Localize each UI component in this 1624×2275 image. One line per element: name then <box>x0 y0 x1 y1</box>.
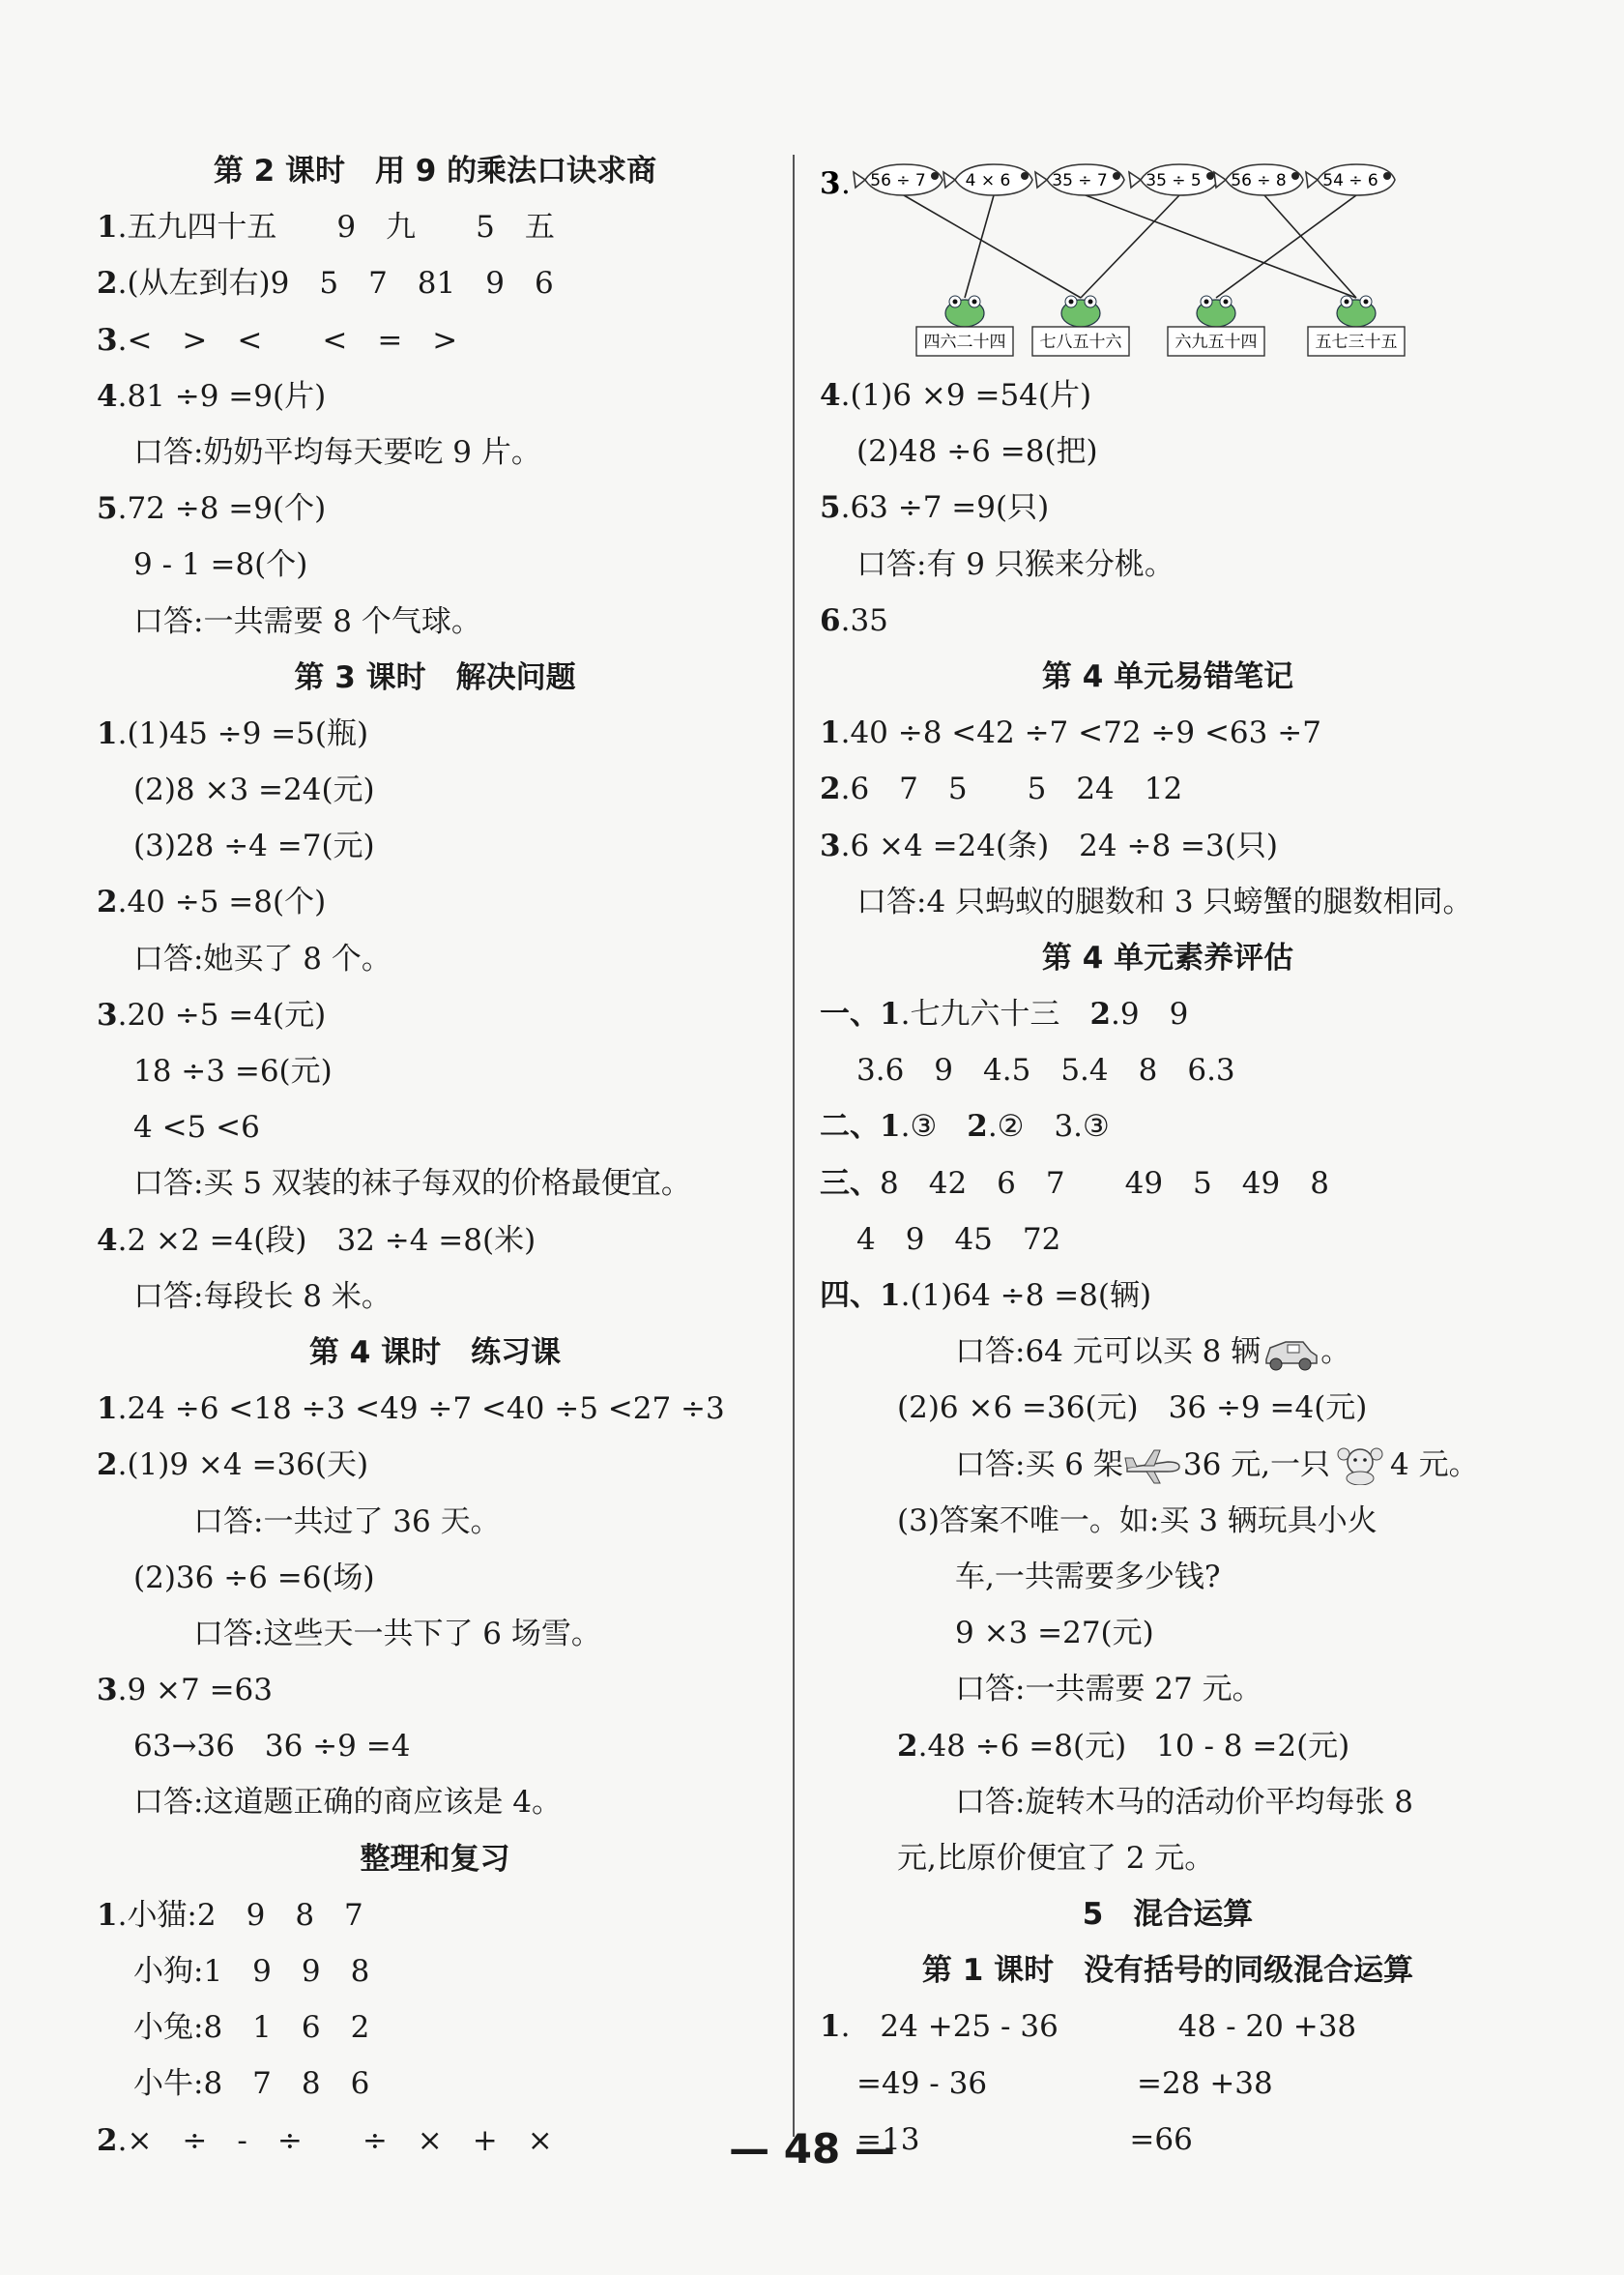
line-text: 口答:她买了 8 个。 <box>133 941 392 977</box>
answer-line: 二、1.③ 2.② 3.③ <box>820 1109 1110 1145</box>
answer-line: 5.72 ÷8 =9(个) <box>97 491 327 527</box>
item-number: 1 <box>820 2009 841 2045</box>
item-number: 2 <box>820 772 841 807</box>
item-number: 1 <box>97 1391 118 1427</box>
line-text: (2)36 ÷6 =6(场) <box>133 1560 375 1595</box>
line-text: 72 ÷8 =9(个) <box>127 491 327 527</box>
multiplication-rhyme: 四六二十四 <box>923 333 1006 352</box>
connector-line <box>965 195 994 298</box>
section-heading: 第 4 课时 练习课 <box>308 1334 562 1370</box>
section-heading: 第 4 单元易错笔记 <box>1041 658 1294 694</box>
item-number: 4 <box>820 378 841 413</box>
answer-line: 2.48 ÷6 =8(元) 10 - 8 =2(元) <box>897 1728 1350 1764</box>
line-text: (2)48 ÷6 =8(把) <box>856 434 1098 470</box>
fish-eye <box>1206 172 1214 180</box>
answer-line <box>97 1494 773 1550</box>
answer-line: 1.24 ÷6 <18 ÷3 <49 ÷7 <40 ÷5 <27 ÷3 <box>97 1391 725 1427</box>
answer-line: 2.(从左到右)9 5 7 81 9 6 <box>97 266 554 302</box>
multiplication-rhyme: 五七三十五 <box>1315 333 1398 352</box>
frog-pupil <box>953 300 958 305</box>
bubble-expression: 54 ÷ 6 <box>1322 171 1378 190</box>
fish-eye <box>1291 172 1299 180</box>
item-number: 2 <box>967 1109 988 1145</box>
line-text: 9 ×7 =63 <box>127 1673 273 1708</box>
answer-line <box>97 2056 773 2112</box>
item-number: 2 <box>897 1728 918 1764</box>
line-text: 6 ×4 =24(条) 24 ÷8 =3(只) <box>850 828 1278 863</box>
line-text: 36 元,一只 <box>1182 1446 1331 1482</box>
line-text: 4 <5 <6 <box>133 1110 260 1146</box>
line-text: 五九四十五 9 九 5 五 <box>127 210 555 246</box>
section-prefix: 三、 <box>820 1165 880 1201</box>
connector-line <box>1081 195 1179 298</box>
answer-line <box>97 1718 773 1774</box>
page-number: — 48 — <box>729 2125 895 2173</box>
answer-line <box>820 1661 1516 1717</box>
line-text: (1)45 ÷9 =5(瓶) <box>127 715 369 751</box>
line-text: × ÷ - ÷ ÷ × + × <box>127 2122 553 2158</box>
fish-bubble <box>854 164 942 195</box>
line-text: (1)64 ÷8 =8(辆) <box>910 1278 1152 1313</box>
line-text: (1)9 ×4 =36(天) <box>127 1447 369 1483</box>
frog-label <box>1168 296 1264 356</box>
column-divider <box>793 155 795 2137</box>
line-text: 24 +25 - 36 48 - 20 +38 <box>850 2009 1357 2045</box>
answer-line: 3.9 ×7 =63 <box>97 1673 273 1708</box>
frog-pupil <box>1204 300 1209 305</box>
toy-plane-icon <box>1123 1446 1183 1485</box>
left-column <box>97 143 773 2169</box>
line-text: 口答:一共过了 36 天。 <box>193 1503 501 1539</box>
answer-line: 2.× ÷ - ÷ ÷ × + × <box>97 2122 553 2158</box>
fish-bubble <box>1214 164 1303 195</box>
item-number: 5 <box>97 491 118 527</box>
answer-line: 1.(1)45 ÷9 =5(瓶) <box>97 715 369 751</box>
right-text-lines <box>820 367 1516 2168</box>
bubble-expression: 4 × 6 <box>965 171 1011 190</box>
answer-line: 4.(1)6 ×9 =54(片) <box>820 378 1092 413</box>
answer-line: 1.40 ÷8 <42 ÷7 <72 ÷9 <63 ÷7 <box>820 715 1321 751</box>
item-number: 1 <box>880 1278 901 1313</box>
line-text: 口答:这些天一共下了 6 场雪。 <box>193 1616 601 1651</box>
item-number: 4 <box>97 378 118 414</box>
item-number: 1 <box>97 715 118 751</box>
connector-line <box>1264 195 1356 298</box>
line-text: 40 ÷8 <42 ÷7 <72 ÷9 <63 ÷7 <box>850 715 1321 751</box>
section-prefix: 二、 <box>820 1109 880 1145</box>
line-text: 63→36 36 ÷9 =4 <box>133 1729 411 1765</box>
answer-line <box>97 424 773 481</box>
answer-line <box>97 1550 773 1606</box>
answer-line: 2.40 ÷5 =8(个) <box>97 885 327 920</box>
fish-bubble <box>1129 164 1218 195</box>
answer-line <box>820 2056 1516 2112</box>
item-number: 1 <box>97 210 118 246</box>
answer-line <box>820 1211 1516 1268</box>
line-text: 9 - 1 =8(个) <box>133 547 308 583</box>
line-text: 口答:买 5 双装的袜子每双的价格最便宜。 <box>133 1166 691 1202</box>
line-text: =13 =66 <box>856 2121 1193 2157</box>
line-text: 4 9 45 72 <box>856 1221 1061 1257</box>
fish-bubbles <box>854 164 1395 195</box>
line-text: 口答:奶奶平均每天要吃 9 片。 <box>133 434 541 470</box>
line-text: 小猫:2 9 8 7 <box>127 1897 363 1933</box>
frog-label <box>916 296 1013 356</box>
answer-line: 3.6 ×4 =24(条) 24 ÷8 =3(只) <box>820 828 1278 863</box>
answer-line <box>820 1774 1516 1830</box>
frog-label <box>1032 296 1129 356</box>
frog-label <box>1308 296 1405 356</box>
answer-line: 4.2 ×2 =4(段) 32 ÷4 =8(米) <box>97 1222 536 1258</box>
section-heading: 第 2 课时 用 9 的乘法口诀求商 <box>213 154 657 189</box>
line-text: 40 ÷5 =8(个) <box>127 885 327 920</box>
line-text: 9 ×3 =27(元) <box>955 1616 1154 1651</box>
answer-line <box>820 1042 1516 1098</box>
answer-line <box>97 1099 773 1155</box>
answer-line: 一、1.七九六十三 2.9 9 <box>820 997 1189 1033</box>
fish-eye <box>1113 172 1120 180</box>
answer-line <box>97 762 773 818</box>
line-text: 元,比原价便宜了 2 元。 <box>897 1840 1215 1876</box>
line-text: (3)答案不唯一。如:买 3 辆玩具小火 <box>897 1502 1378 1538</box>
connector-lines <box>904 195 1356 298</box>
item-number: 1 <box>880 997 901 1033</box>
section-heading: 整理和复习 <box>360 1841 510 1877</box>
section-prefix: 一、 <box>820 997 880 1033</box>
section-heading: 第 3 课时 解决问题 <box>294 659 576 695</box>
line-text: ② 3.③ <box>997 1109 1110 1145</box>
answer-line <box>97 818 773 874</box>
line-text: (从左到右)9 5 7 81 9 6 <box>127 266 554 302</box>
item-number: 6 <box>820 602 841 638</box>
line-text: 口答:这道题正确的商应该是 4。 <box>133 1785 563 1821</box>
answer-line <box>820 1437 1516 1493</box>
bubble-expression: 35 ÷ 5 <box>1146 171 1202 190</box>
line-text: (2)6 ×6 =36(元) 36 ÷9 =4(元) <box>897 1390 1368 1426</box>
section-heading: 第 1 课时 没有括号的同级混合运算 <box>921 1953 1414 1989</box>
answer-line: 1.小猫:2 9 8 7 <box>97 1897 363 1933</box>
answer-line <box>97 931 773 987</box>
line-text: 口答:一共需要 8 个气球。 <box>133 603 481 639</box>
item-number: 4 <box>97 1222 118 1258</box>
section-heading: 5 混合运算 <box>1082 1897 1254 1933</box>
right-column <box>820 143 1516 2168</box>
answer-line <box>820 537 1516 593</box>
line-text: (3)28 ÷4 =7(元) <box>133 829 375 864</box>
answer-line <box>820 423 1516 480</box>
answer-line <box>820 1155 1516 1211</box>
line-text: 63 ÷7 =9(只) <box>850 490 1050 526</box>
answer-line: 3.< > < < = > <box>97 322 458 358</box>
line-text: 8 42 6 7 49 5 49 8 <box>880 1165 1329 1201</box>
line-text: 口答:旋转木马的活动价平均每张 8 <box>955 1784 1414 1820</box>
line-text: (1)6 ×9 =54(片) <box>850 378 1092 413</box>
answer-line <box>820 1605 1516 1661</box>
line-text: 3.6 9 4.5 5.4 8 6.3 <box>856 1053 1235 1089</box>
answer-line <box>97 1606 773 1662</box>
answer-line <box>820 1830 1516 1886</box>
bubble-expression: 56 ÷ 8 <box>1231 171 1287 190</box>
bubble-expression: 35 ÷ 7 <box>1052 171 1108 190</box>
answer-line <box>820 1380 1516 1436</box>
item-number: 2 <box>1089 997 1112 1033</box>
line-text: 小兔:8 1 6 2 <box>133 2010 370 2046</box>
frog-pupil <box>1364 300 1369 305</box>
answer-line <box>97 1155 773 1211</box>
item-number: 1 <box>820 715 841 751</box>
line-text: 20 ÷5 =4(元) <box>127 997 327 1033</box>
item-number: 3 <box>820 828 841 863</box>
answer-line: 6.35 <box>820 602 888 638</box>
connector-line <box>1216 195 1356 298</box>
answer-line <box>97 594 773 650</box>
line-text: 口答:一共需要 27 元。 <box>955 1672 1262 1707</box>
answer-line: 2.(1)9 ×4 =36(天) <box>97 1447 369 1483</box>
answer-line: 5.63 ÷7 =9(只) <box>820 490 1050 526</box>
line-text: 35 <box>850 602 888 638</box>
frog-pupil <box>1345 300 1349 305</box>
item-number: 2 <box>97 2122 118 2158</box>
line-text: 18 ÷3 =6(元) <box>133 1054 333 1089</box>
line-text: < > < < = > <box>127 322 458 358</box>
answer-line: 2.6 7 5 5 24 12 <box>820 772 1183 807</box>
line-text: 4 元。 <box>1390 1446 1479 1482</box>
item-number: 3 <box>97 322 118 358</box>
answer-line <box>97 1269 773 1325</box>
item-number: 2 <box>97 885 118 920</box>
line-text: 81 ÷9 =9(片) <box>127 378 327 414</box>
line-text: 6 7 5 5 24 12 <box>850 772 1183 807</box>
line-text: 小牛:8 7 8 6 <box>133 2066 370 2102</box>
answer-line: 1.五九四十五 9 九 5 五 <box>97 210 555 246</box>
answer-line <box>820 1549 1516 1605</box>
answer-line: 4.81 ÷9 =9(片) <box>97 378 327 414</box>
toy-car-icon <box>1261 1334 1320 1373</box>
multiplication-rhyme: 六九五十四 <box>1174 333 1258 352</box>
fish-bubble <box>1035 164 1124 195</box>
matching-diagram <box>820 143 1516 367</box>
line-text: 48 ÷6 =8(元) 10 - 8 =2(元) <box>927 1728 1350 1764</box>
fish-eye <box>931 172 939 180</box>
item-number: 2 <box>97 266 118 302</box>
line-text: 9 9 <box>1119 997 1189 1033</box>
item-dot: . <box>841 166 851 201</box>
answer-line <box>97 1999 773 2056</box>
answer-line <box>97 1943 773 1999</box>
bubble-expression: 56 ÷ 7 <box>870 171 926 190</box>
item-number: 3 <box>97 1673 118 1708</box>
line-text: 2 ×2 =4(段) 32 ÷4 =8(米) <box>127 1222 536 1258</box>
item-number: 1 <box>97 1897 118 1933</box>
frog-pupil <box>1224 300 1229 305</box>
fish-eye <box>1383 172 1391 180</box>
matching-diagram-svg <box>820 143 1516 367</box>
line-text: =49 - 36 =28 +38 <box>856 2065 1273 2101</box>
connector-line <box>1086 195 1356 298</box>
section-heading: 第 4 单元素养评估 <box>1041 940 1294 976</box>
teddy-bear-icon <box>1330 1446 1390 1485</box>
answer-line: 3.20 ÷5 =4(元) <box>97 997 327 1033</box>
answer-line <box>820 1324 1516 1380</box>
line-text: (2)8 ×3 =24(元) <box>133 773 375 808</box>
answer-line: 1. 24 +25 - 36 48 - 20 +38 <box>820 2009 1357 2045</box>
item-number: 1 <box>880 1109 901 1145</box>
line-text: 口答:4 只蚂蚁的腿数和 3 只螃蟹的腿数相同。 <box>856 884 1473 919</box>
answer-line <box>97 1774 773 1830</box>
line-text: 。 <box>1320 1334 1351 1370</box>
item-number: 3 <box>97 997 118 1033</box>
line-text: 口答:买 6 架 <box>955 1446 1123 1482</box>
line-text: 24 ÷6 <18 ÷3 <49 ÷7 <40 ÷5 <27 ÷3 <box>127 1391 725 1427</box>
frog-pupil <box>972 300 977 305</box>
line-text: 七九六十三 <box>910 997 1090 1033</box>
fish-eye <box>1021 172 1029 180</box>
answer-line <box>820 874 1516 930</box>
fish-bubble <box>1306 164 1395 195</box>
answer-line <box>97 537 773 593</box>
line-text: 车,一共需要多少钱? <box>955 1559 1221 1594</box>
frog-pupil <box>1069 300 1074 305</box>
frog-labels <box>916 296 1405 356</box>
fish-bubble <box>943 164 1032 195</box>
line-text: 口答:64 元可以买 8 辆 <box>955 1334 1262 1370</box>
item-number-3: 3 <box>820 166 841 201</box>
line-text: 小狗:1 9 9 8 <box>133 1954 370 1989</box>
item-number: 5 <box>820 490 841 526</box>
connector-line <box>904 195 1081 298</box>
line-text: 口答:有 9 只猴来分桃。 <box>856 546 1174 582</box>
answer-line <box>97 1043 773 1099</box>
multiplication-rhyme: 七八五十六 <box>1039 333 1122 352</box>
line-text: 口答:每段长 8 米。 <box>133 1278 392 1314</box>
section-prefix: 四、 <box>820 1278 880 1313</box>
answer-line: 四、1.(1)64 ÷8 =8(辆) <box>820 1278 1152 1313</box>
frog-pupil <box>1088 300 1093 305</box>
line-text: ③ <box>910 1109 968 1145</box>
item-number: 2 <box>97 1447 118 1483</box>
answer-line <box>820 1493 1516 1549</box>
